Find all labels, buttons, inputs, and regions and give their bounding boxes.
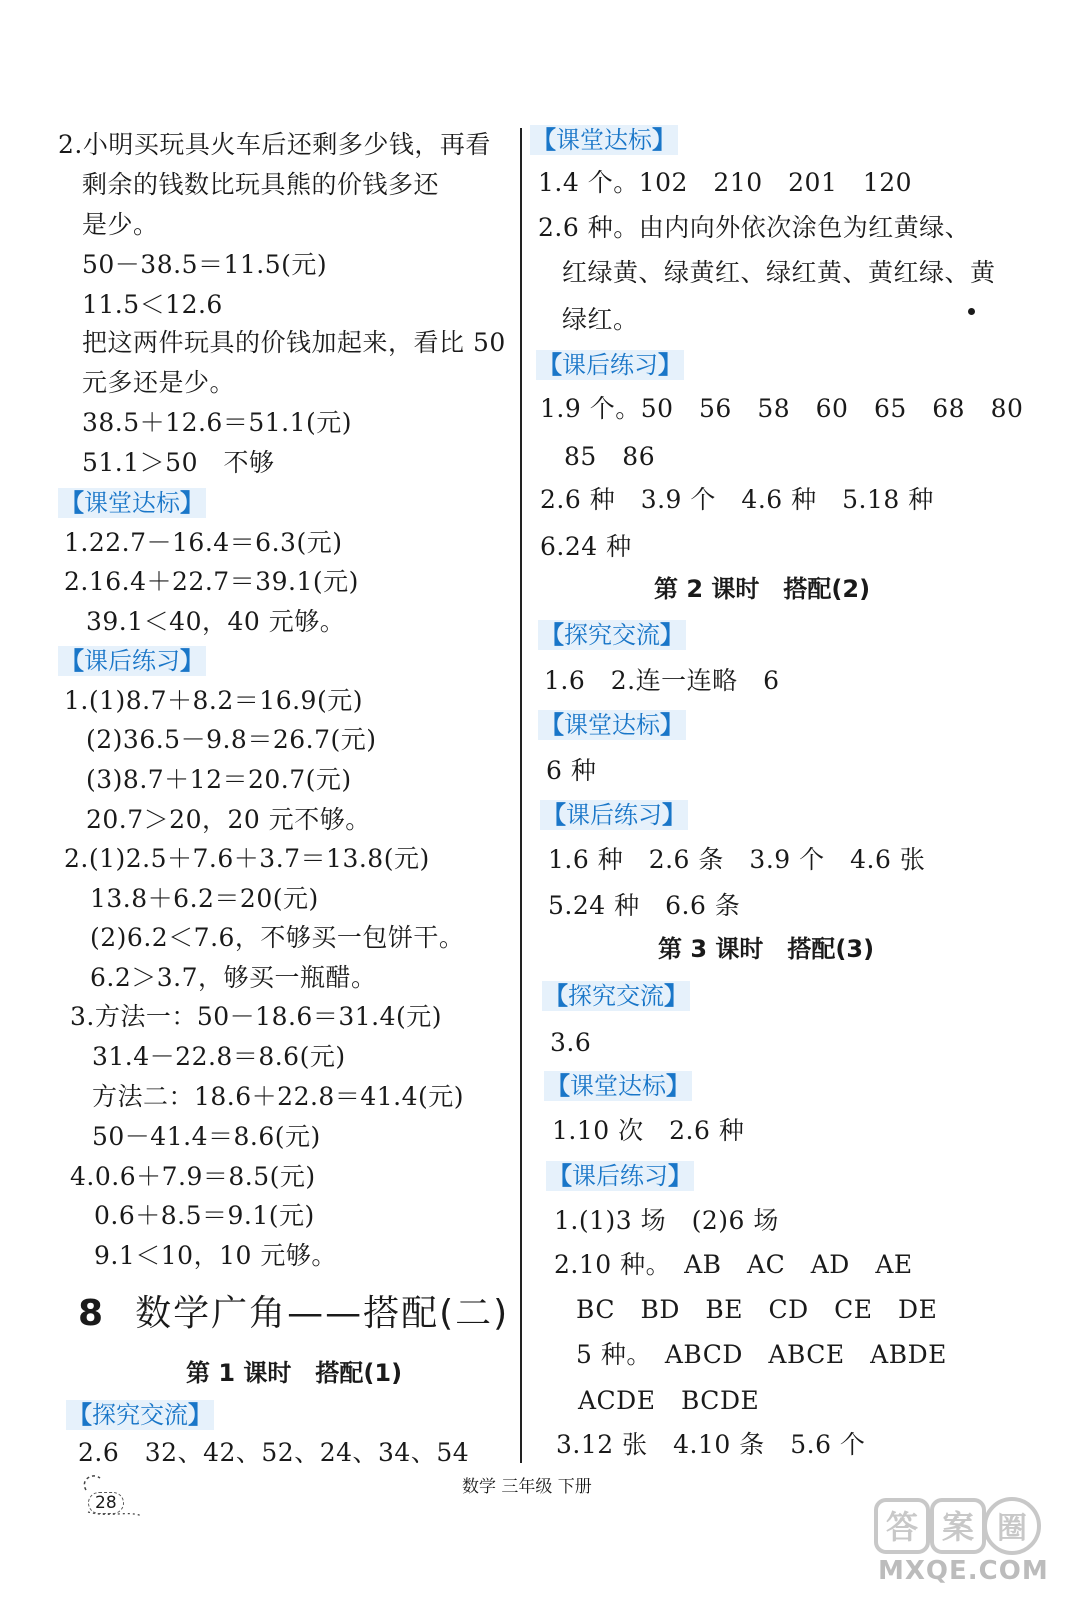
answer-line: 把这两件玩具的价钱加起来，看比 50 <box>82 328 506 357</box>
answer-line: 3.方法一：50－18.6＝31.4(元) <box>70 1002 442 1031</box>
answer-line: 2.小明买玩具火车后还剩多少钱，再看 <box>58 130 491 159</box>
answer-line: 1.6 种 2.6 条 3.9 个 4.6 张 <box>548 845 926 874</box>
lesson-heading: 第 3 课时 搭配(3) <box>658 935 875 963</box>
answer-line: 1.9 个。50 56 58 60 65 68 80 <box>540 394 1024 423</box>
answer-line: 2.10 种。 AB AC AD AE <box>554 1250 913 1279</box>
answer-line: 38.5＋12.6＝51.1(元) <box>82 408 352 437</box>
answer-line: 5.24 种 6.6 条 <box>548 891 741 920</box>
answer-line: 2.6 32、42、52、24、34、54 <box>78 1438 470 1467</box>
answer-line: (2)6.2＜7.6，不够买一包饼干。 <box>90 923 465 952</box>
lesson-heading: 第 2 课时 搭配(2) <box>654 575 871 603</box>
answer-line: 13.8＋6.2＝20(元) <box>90 884 319 913</box>
answer-line: 3.12 张 4.10 条 5.6 个 <box>556 1430 866 1459</box>
answer-line: 1.10 次 2.6 种 <box>552 1116 745 1145</box>
answer-line: 31.4－22.8＝8.6(元) <box>92 1042 346 1071</box>
section-tag-kehou: 【课后练习】 <box>548 1162 692 1190</box>
svg-text:圈: 圈 <box>997 1511 1027 1546</box>
page-number: 28 <box>88 1492 124 1514</box>
answer-line: 是少。 <box>82 210 159 239</box>
bullet-dot <box>968 308 975 315</box>
answer-line: 3.6 <box>550 1028 592 1057</box>
chapter-number: 8 <box>78 1293 106 1334</box>
answer-line: 0.6＋8.5＝9.1(元) <box>94 1201 315 1230</box>
answer-line: BC BD BE CD CE DE <box>576 1295 938 1324</box>
section-tag-tanjiu: 【探究交流】 <box>544 982 688 1010</box>
answer-line: 方法二：18.6＋22.8＝41.4(元) <box>92 1082 464 1111</box>
section-tag-ketang: 【课堂达标】 <box>546 1072 690 1100</box>
lesson-heading: 第 1 课时 搭配(1) <box>186 1359 403 1387</box>
section-tag-ketang: 【课堂达标】 <box>532 126 676 154</box>
book-info: 数学 三年级 下册 <box>462 1477 592 1497</box>
watermark-text: MXQE.COM <box>878 1556 1049 1586</box>
section-tag-kehou: 【课后练习】 <box>542 801 686 829</box>
section-tag-tanjiu: 【探究交流】 <box>68 1401 212 1429</box>
answer-line: 9.1＜10，10 元够。 <box>94 1241 337 1270</box>
answer-line: 50－41.4＝8.6(元) <box>92 1122 321 1151</box>
answer-line: 红绿黄、绿黄红、绿红黄、黄红绿、黄 <box>562 258 996 287</box>
answer-line: 2.6 种 3.9 个 4.6 种 5.18 种 <box>540 485 934 514</box>
column-divider <box>520 128 522 1463</box>
answer-line: 2.6 种。由内向外依次涂色为红黄绿、 <box>538 213 971 242</box>
answer-line: 1.(1)8.7＋8.2＝16.9(元) <box>64 686 363 715</box>
answer-line: (3)8.7＋12＝20.7(元) <box>86 765 352 794</box>
answer-line: 1.4 个。102 210 201 120 <box>538 168 913 197</box>
answer-line: 1.6 2.连一连略 6 <box>544 666 780 695</box>
answer-line: 4.0.6＋7.9＝8.5(元) <box>70 1162 316 1191</box>
answer-line: 6 种 <box>546 756 597 785</box>
answer-line: 2.(1)2.5＋7.6＋3.7＝13.8(元) <box>64 844 430 873</box>
answer-line: 51.1＞50 不够 <box>82 448 275 477</box>
svg-text:案: 案 <box>941 1508 975 1546</box>
answer-line: 2.16.4＋22.7＝39.1(元) <box>64 567 359 596</box>
answer-line: 1.22.7－16.4＝6.3(元) <box>64 528 343 557</box>
answer-line: 50－38.5＝11.5(元) <box>82 250 328 279</box>
section-tag-tanjiu: 【探究交流】 <box>540 621 684 649</box>
answer-line: 11.5＜12.6 <box>82 290 223 319</box>
section-tag-ketang: 【课堂达标】 <box>540 711 684 739</box>
svg-text:答: 答 <box>885 1508 919 1546</box>
answer-line: 6.24 种 <box>540 532 632 561</box>
chapter-heading <box>78 1292 509 1336</box>
answer-line: 5 种。 ABCD ABCE ABDE <box>576 1340 947 1369</box>
answer-line: 剩余的钱数比玩具熊的价钱多还 <box>82 170 440 199</box>
chapter-title: 数学广角——搭配(二) <box>135 1293 510 1334</box>
answer-line: ACDE BCDE <box>578 1386 760 1415</box>
answer-line: (2)36.5－9.8＝26.7(元) <box>86 725 377 754</box>
section-tag-kehou: 【课后练习】 <box>60 647 204 675</box>
section-tag-ketang: 【课堂达标】 <box>60 489 204 517</box>
answer-line: 元多还是少。 <box>82 368 236 397</box>
answer-line: 绿红。 <box>562 305 639 334</box>
answer-line: 39.1＜40，40 元够。 <box>86 607 346 636</box>
answer-line: 6.2＞3.7，够买一瓶醋。 <box>90 963 377 992</box>
answer-line: 85 86 <box>564 442 656 471</box>
answer-line: 20.7＞20，20 元不够。 <box>86 805 371 834</box>
answer-line: 1.(1)3 场 (2)6 场 <box>554 1206 779 1235</box>
section-tag-kehou: 【课后练习】 <box>538 351 682 379</box>
